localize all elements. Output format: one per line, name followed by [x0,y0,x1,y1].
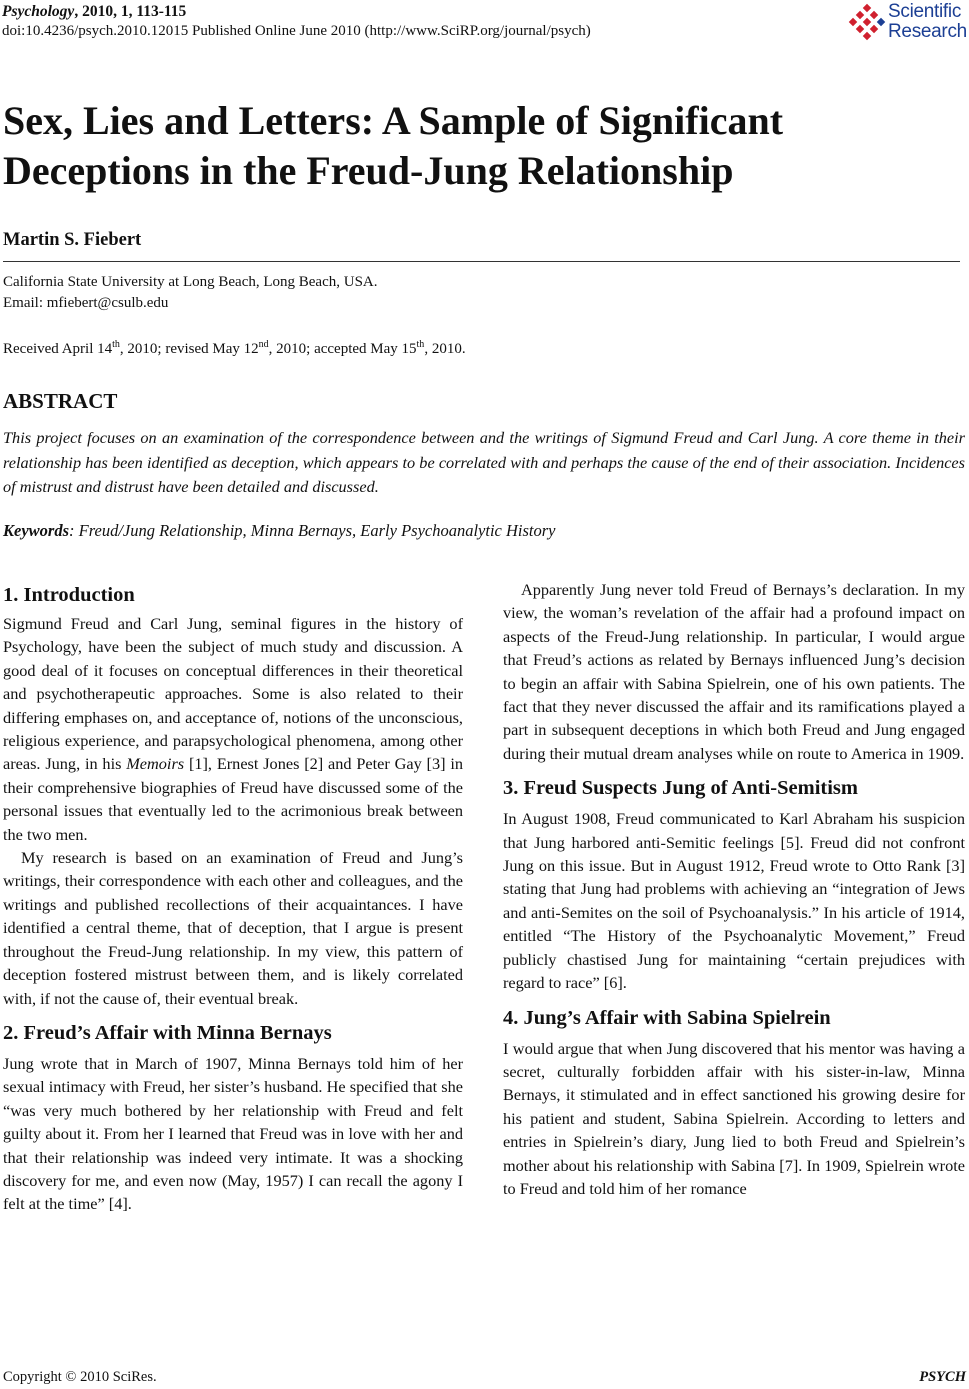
footer-copyright: Copyright © 2010 SciRes. [3,1369,157,1385]
keywords [3,521,556,541]
author-email: Email: mfiebert@csulb.edu [3,295,169,311]
publisher-logo [848,1,968,45]
affiliation-block [3,272,378,314]
author-name: Martin S. Fiebert [3,230,142,250]
keywords-label: Keywords [3,521,69,540]
keywords-list: : Freud/Jung Relationship, Minna Bernays, Early Psychoanalytic History [69,521,556,540]
journal-name: Psychology [2,3,75,20]
section-heading-minna-bernays: 2. Freud’s Affair with Minna Bernays [3,1021,332,1044]
section2-paragraph-2: Apparently Jung never told Freud of Bernays’s declaration. In my view, the woman’s revelation of the affair had a profound impact on aspects of the Freud-Jung relationship. In particular, I would argue that Freud’s actions as related by Bernays influenced Jung’s decision to begin an affair with Sabina Spielrein, one of his own patients. The fact that they never discussed the affair and its ramifications played a part in subsequent deceptions in which both Freud and Jung engaged during their mutual dream analyses while on route to America in 1909. [503,580,965,763]
publisher-logo-icon [848,3,886,41]
publisher-logo-text: Scientific Research [888,1,967,42]
abstract-heading: ABSTRACT [3,389,118,413]
article-title: Sex, Lies and Letters: A Sample of Significant Deceptions in the Freud-Jung Relationship [3,98,784,193]
section-heading-anti-semitism: 3. Freud Suspects Jung of Anti-Semitism [503,777,858,800]
affiliation: California State University at Long Beach, Long Beach, USA. [3,274,378,290]
section-heading-introduction: 1. Introduction [3,584,135,606]
section-heading-spielrein: 4. Jung’s Affair with Sabina Spielrein [503,1006,831,1029]
header-divider [3,261,960,262]
abstract-text: This project focuses on an examination of the correspondence between and the writings of Sigmund Freud and Carl Jung. A core theme in their relationship has been identified as deception, which appears to be correlated with and perhaps the cause of the end of their association. Incidences of mistrust and distrust have been detailed and discussed. [3,428,965,496]
section3-paragraph-1: In August 1908, Freud communicated to Karl Abraham his suspicion that Jung harbored anti-Semitic feelings [5]. Freud did not confront Jung on this issue. But in August 1912, Freud wrote to Otto Rank [3] stating that Jung had problems with achieving an “integration of Jews and anti-Semites on the soil of Psychoanalysis.” In his article of 1914, entitled “The History of the Psychoanalytic Movement,” Freud publicly chastised Jung for maintaining “certain prejudices with regard to race” [6]. [503,809,965,993]
body-column-left [3,578,463,1216]
journal-issue: , 2010, 1, 113-115 [74,3,187,20]
intro-paragraph-2: My research is based on an examination of Freud and Jung’s writings, their correspondence with each other and colleagues, and the writings and published recollections of their acquaintances. I have identified a central theme, that of deception, that I argue is present throughout the Freud-Jung relationship. In my view, this pattern of deception fostered mistrust between them, and is likely correlated with, if not the cause of, their eventual break. [3,848,463,1008]
footer-journal-abbr: PSYCH [919,1369,966,1385]
body-column-right [503,578,965,1200]
section2-paragraph-1: Jung wrote that in March of 1907, Minna Bernays told him of her sexual intimacy with Freud, her sister’s husband. He specified that she “was very much bothered by her relationship with Freud and felt guilty about it. From her I learned that Freud was in love with her and that their relationship was indeed very intimate. It was a shocking discovery for me, and even now (May, 1957) I can recall the agony I felt at the time” [4]. [3,1053,463,1214]
intro-paragraph-1: Sigmund Freud and Carl Jung, seminal figures in the history of Psychology, have been the subject of much study and discussion. A good deal of it focuses on conceptual differences in their theoretical and psychotherapeutic approaches. Some is also related to their differing emphases on, and acceptance of, notions of the unconscious, religious experience, and parapsychological phenomena, among other areas. Jung, in his Memoirs [1], Ernest Jones [2] and Peter Gay [3] in their comprehensive biographies of Freud have discussed some of the personal issues that eventually led to the acrimonious break between the two men. [3,614,463,844]
article-dates: Received April 14th, 2010; revised May 12nd, 2010; accepted May 15th, 2010. [3,339,466,357]
section4-paragraph-1: I would argue that when Jung discovered that his mentor was having a secret, culturally forbidden affair with his sister-in-law, Minna Bernays, it stimulated and in effect sanctioned his growing desire for his patient and student, Sabina Spielrein. According to letters and entries in Spielrein’s diary, Jung lied to both Freud and Spielrein’s mother about his relationship with Sabina [7]. In 1909, Spielrein wrote to Freud and told him of her romance [503,1038,965,1198]
doi-line: doi:10.4236/psych.2010.12015 Published Online June 2010 (http://www.SciRP.org/journal/psych) [2,23,591,39]
journal-citation [2,2,186,21]
